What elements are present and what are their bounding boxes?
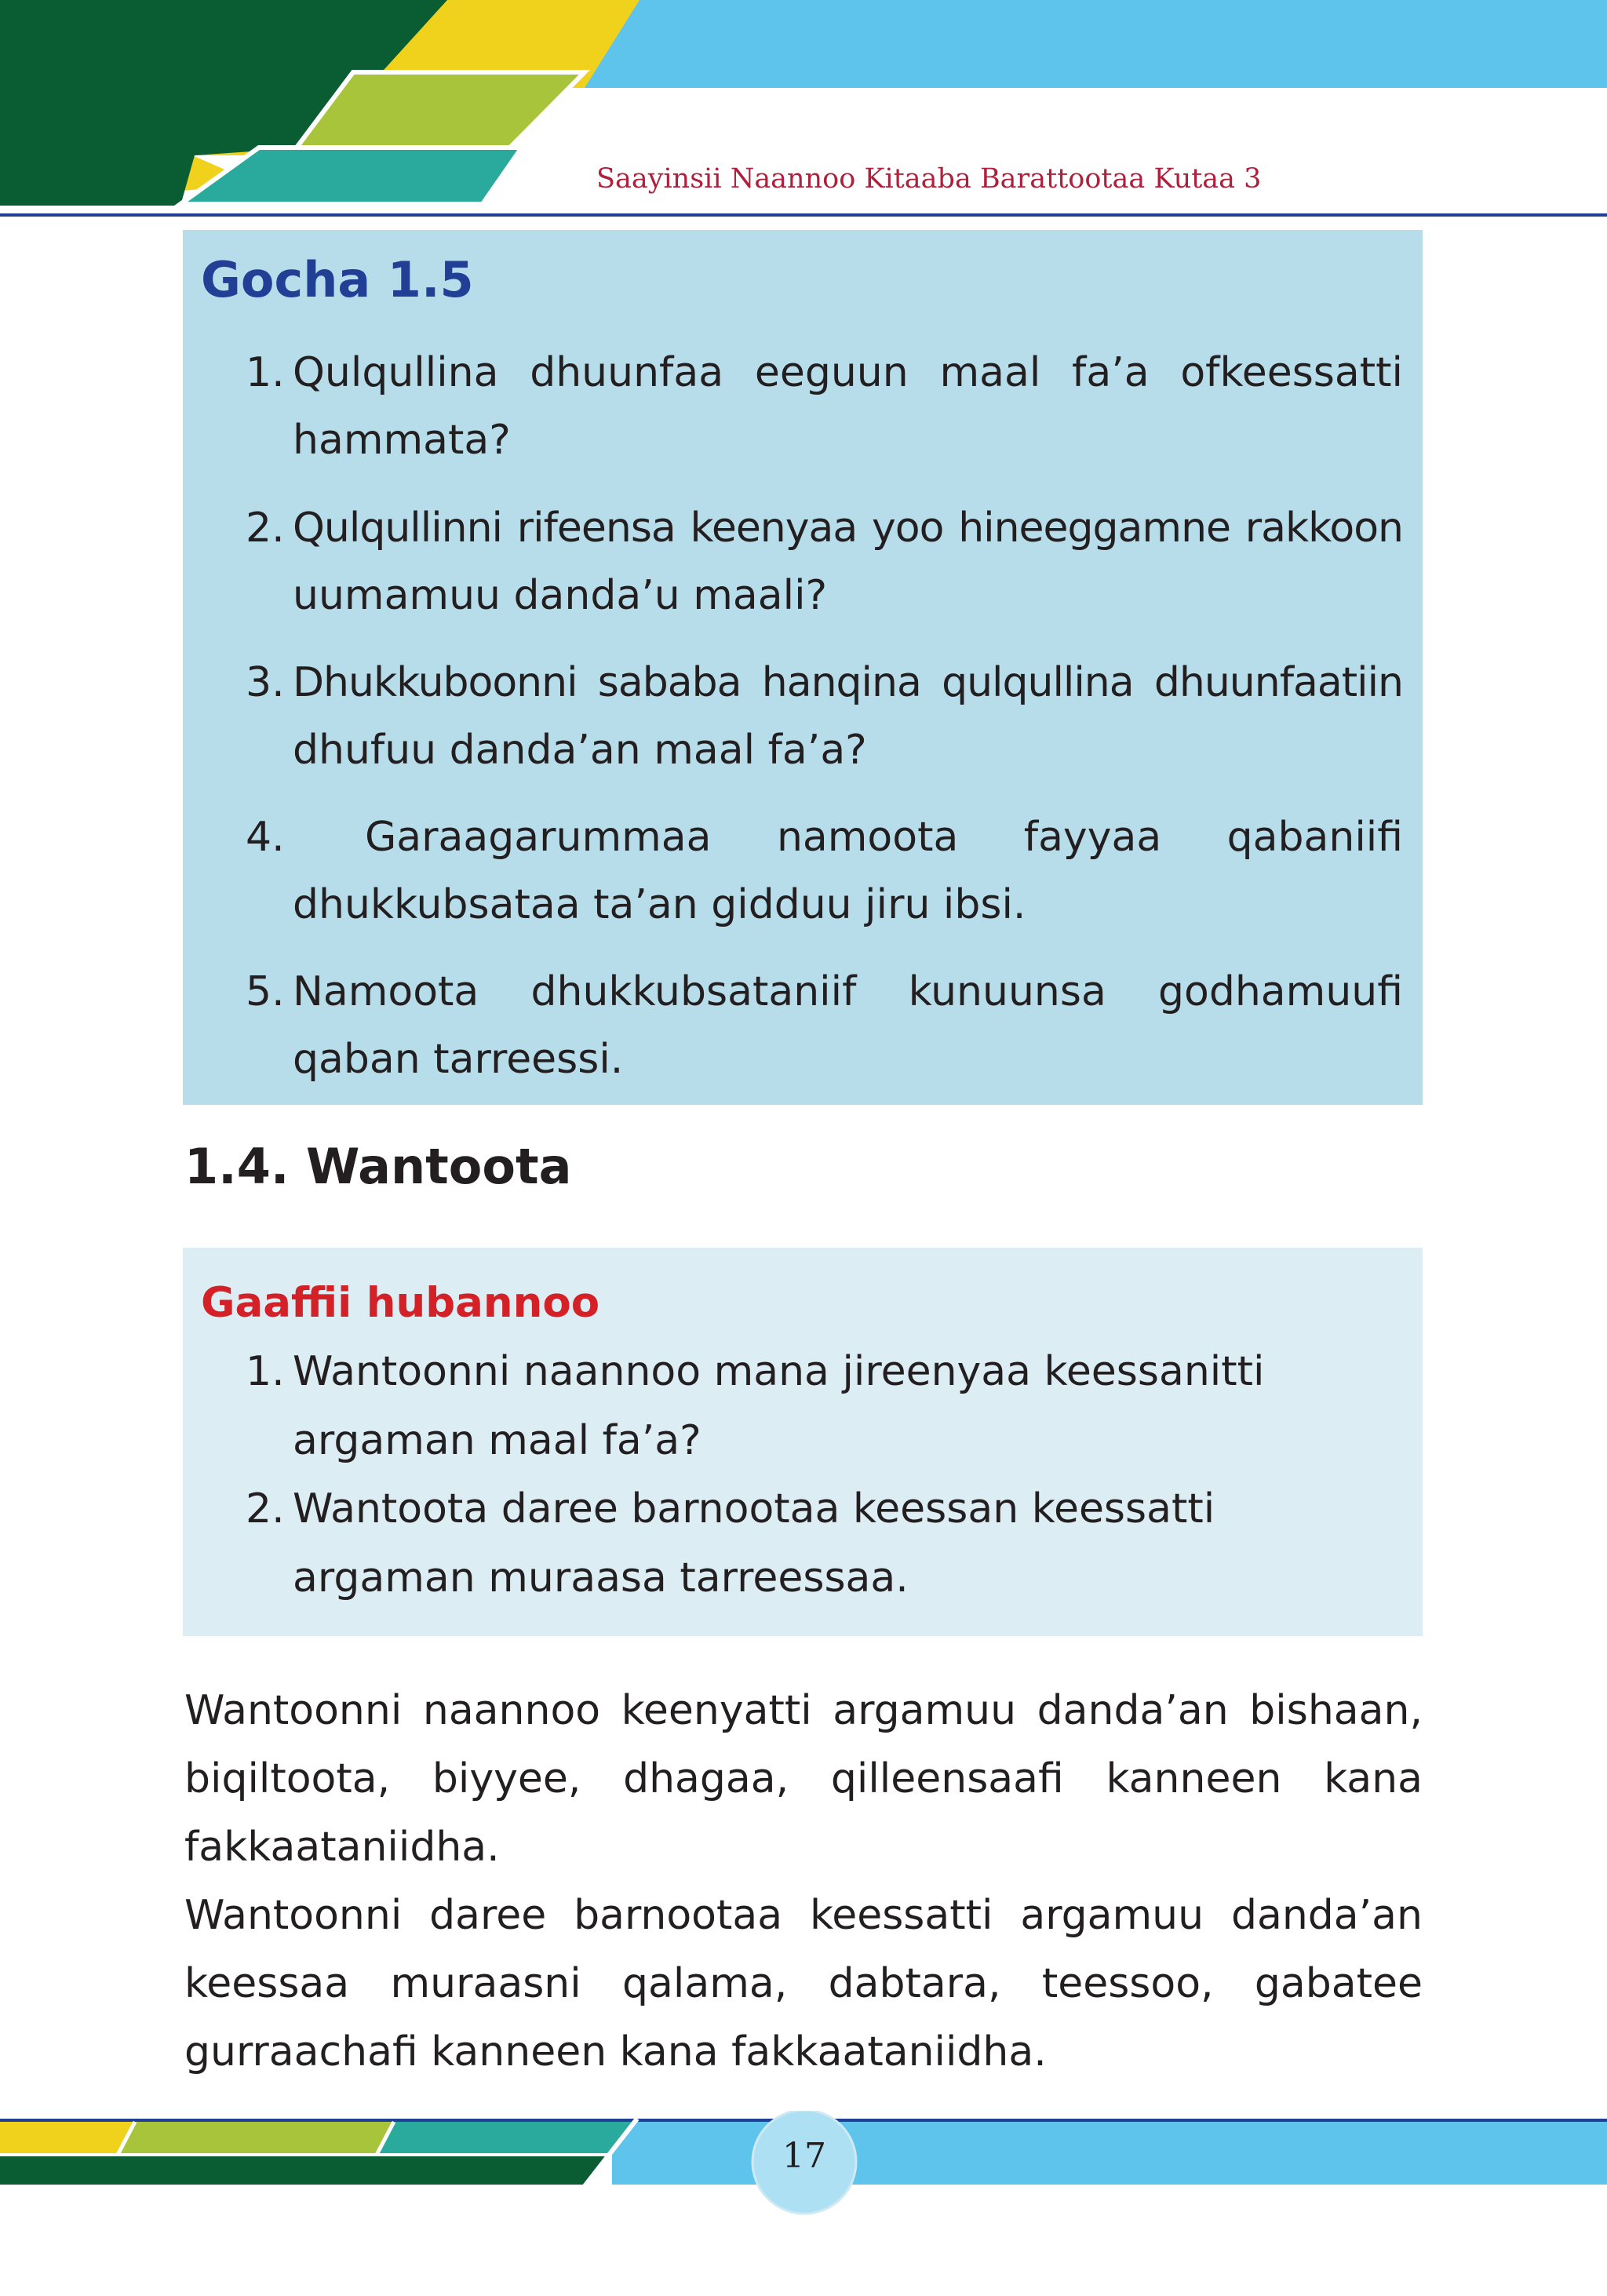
item-text-line: argaman muraasa tarreessaa.	[293, 1554, 909, 1602]
item-text-line: dhukkubsataa ta’an gidduu jiru ibsi.	[293, 881, 1026, 928]
paragraph-line: gurraachafi kanneen kana fakkaataniidha.	[184, 2028, 1047, 2076]
page-number: 17	[782, 2136, 826, 2176]
item-text-line: Qulqullina dhuunfaa eeguun maal fa’a ofkeessatti	[293, 349, 1403, 396]
item-text-line: uumamuu danda’u maali?	[293, 572, 828, 619]
item-text-line: dhufuu danda’an maal fa’a?	[293, 727, 867, 774]
header-teal-shape	[180, 148, 522, 204]
item-number: 1.	[246, 1348, 285, 1395]
footer-teal-shape	[377, 2122, 636, 2153]
item-text-line: argaman maal fa’a?	[293, 1417, 701, 1464]
paragraph-line: keessaa muraasni qalama, dabtara, teessoo, gabatee	[184, 1960, 1423, 2007]
paragraph-line: Wantoonni daree barnootaa keessatti argamuu danda’an	[184, 1892, 1423, 1939]
item-number: 1.	[246, 349, 285, 396]
footer-green-shape	[0, 2156, 608, 2185]
footer-lime-shape	[118, 2122, 392, 2153]
item-text-line: Dhukkuboonni sababa hanqina qulqullina dhuunfaatiin	[293, 659, 1403, 706]
item-number: 4.	[246, 814, 285, 861]
item-text-line: Wantoonni naannoo mana jireenyaa keessanitti	[293, 1348, 1265, 1395]
item-text-line: Namoota dhukkubsataniif kunuunsa godhamuufi	[293, 968, 1403, 1015]
paragraph-line: biqiltoota, biyyee, dhagaa, qilleensaafi kanneen kana	[184, 1755, 1423, 1802]
item-text-line: hammata?	[293, 417, 511, 464]
item-text-line: Garaagarummaa namoota fayyaa qabaniifi	[365, 814, 1403, 861]
header-rule	[0, 213, 1607, 217]
item-text-line: Wantoota daree barnootaa keessan keessatti	[293, 1485, 1215, 1532]
section-heading: 1.4. Wantoota	[184, 1138, 572, 1195]
paragraph-line: fakkaataniidha.	[184, 1824, 500, 1871]
item-number: 2.	[246, 1485, 285, 1532]
item-text-line: qaban tarreessi.	[293, 1036, 624, 1083]
item-number: 3.	[246, 659, 285, 706]
exercise-title: Gocha 1.5	[201, 251, 474, 308]
paragraph-line: Wantoonni naannoo keenyatti argamuu danda’an bishaan,	[184, 1687, 1423, 1734]
item-text-line: Qulqullinni rifeensa keenyaa yoo hineeggamne rakkoon	[293, 505, 1403, 552]
footer-yellow-shape	[0, 2122, 133, 2153]
item-number: 5.	[246, 968, 285, 1015]
item-number: 2.	[246, 505, 285, 552]
running-head: Saayinsii Naannoo Kitaaba Barattootaa Kutaa 3	[596, 163, 1262, 195]
guiding-questions-title: Gaaffii hubannoo	[201, 1279, 600, 1327]
